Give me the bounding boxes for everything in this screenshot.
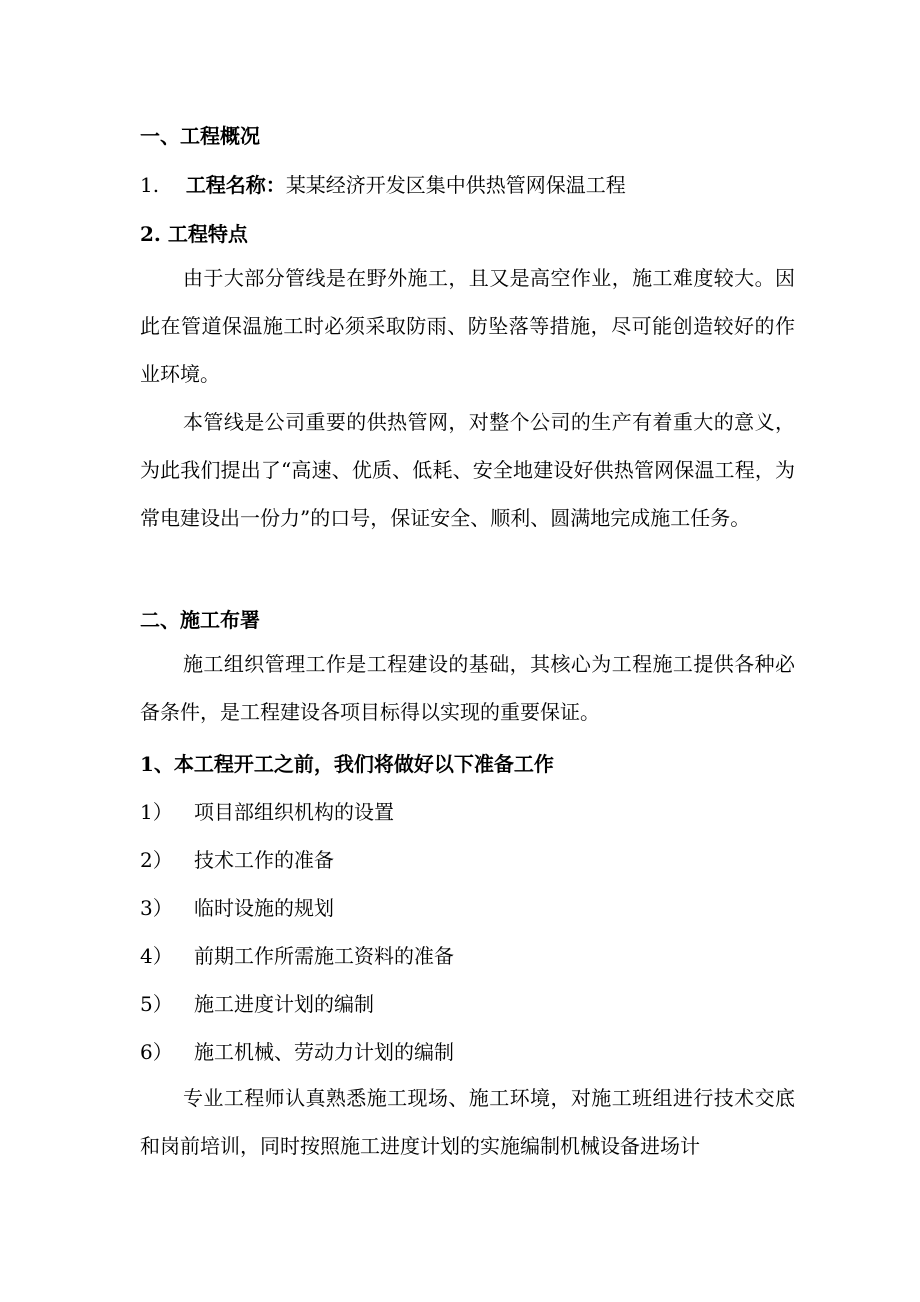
list-item-number: 1） [140, 800, 173, 824]
list-item [140, 848, 334, 872]
list-item-number: 3） [140, 896, 173, 920]
list-item [140, 800, 394, 824]
list-item-text: 前期工作所需施工资料的准备 [194, 944, 454, 968]
list-item-number: 4） [140, 944, 173, 968]
section-heading-deployment: 二、施工布署 [140, 608, 260, 632]
project-name-label: 工程名称： [185, 173, 286, 197]
section-heading-overview: 一、工程概况 [140, 124, 260, 148]
list-item-number: 2） [140, 848, 173, 872]
preparation-subheading: 1、本工程开工之前，我们将做好以下准备工作 [140, 752, 554, 776]
project-name-value: 某某经济开发区集中供热管网保温工程 [285, 173, 626, 197]
list-item [140, 1040, 454, 1064]
project-name-number: 1. [140, 173, 160, 197]
deployment-paragraph-2: 专业工程师认真熟悉施工现场、施工环境，对施工班组进行技术交底和岗前培训，同时按照施工进度计划的实施编制机械设备进场计 [140, 1086, 795, 1158]
list-item-text: 施工机械、劳动力计划的编制 [194, 1040, 454, 1064]
list-item-text: 临时设施的规划 [194, 896, 334, 920]
project-name-line [140, 173, 626, 197]
list-item [140, 896, 334, 920]
list-item-text: 技术工作的准备 [194, 848, 334, 872]
list-item-text: 项目部组织机构的设置 [194, 800, 394, 824]
list-item [140, 992, 374, 1016]
features-paragraph-1: 由于大部分管线是在野外施工，且又是高空作业，施工难度较大。因此在管道保温施工时必须采取防雨、防坠落等措施，尽可能创造较好的作业环境。 [140, 266, 795, 386]
list-item [140, 944, 454, 968]
list-item-number: 6） [140, 1040, 173, 1064]
list-item-number: 5） [140, 992, 173, 1016]
deployment-paragraph-1: 施工组织管理工作是工程建设的基础，其核心为工程施工提供各种必备条件，是工程建设各项目标得以实现的重要保证。 [140, 652, 795, 724]
list-item-text: 施工进度计划的编制 [194, 992, 374, 1016]
project-features-heading: 2. 工程特点 [140, 222, 248, 246]
features-paragraph-2: 本管线是公司重要的供热管网，对整个公司的生产有着重大的意义，为此我们提出了“高速、优质、低耗、安全地建设好供热管网保温工程，为常电建设出一份力”的口号，保证安全、顺利、圆满地完成施工任务。 [140, 410, 795, 530]
